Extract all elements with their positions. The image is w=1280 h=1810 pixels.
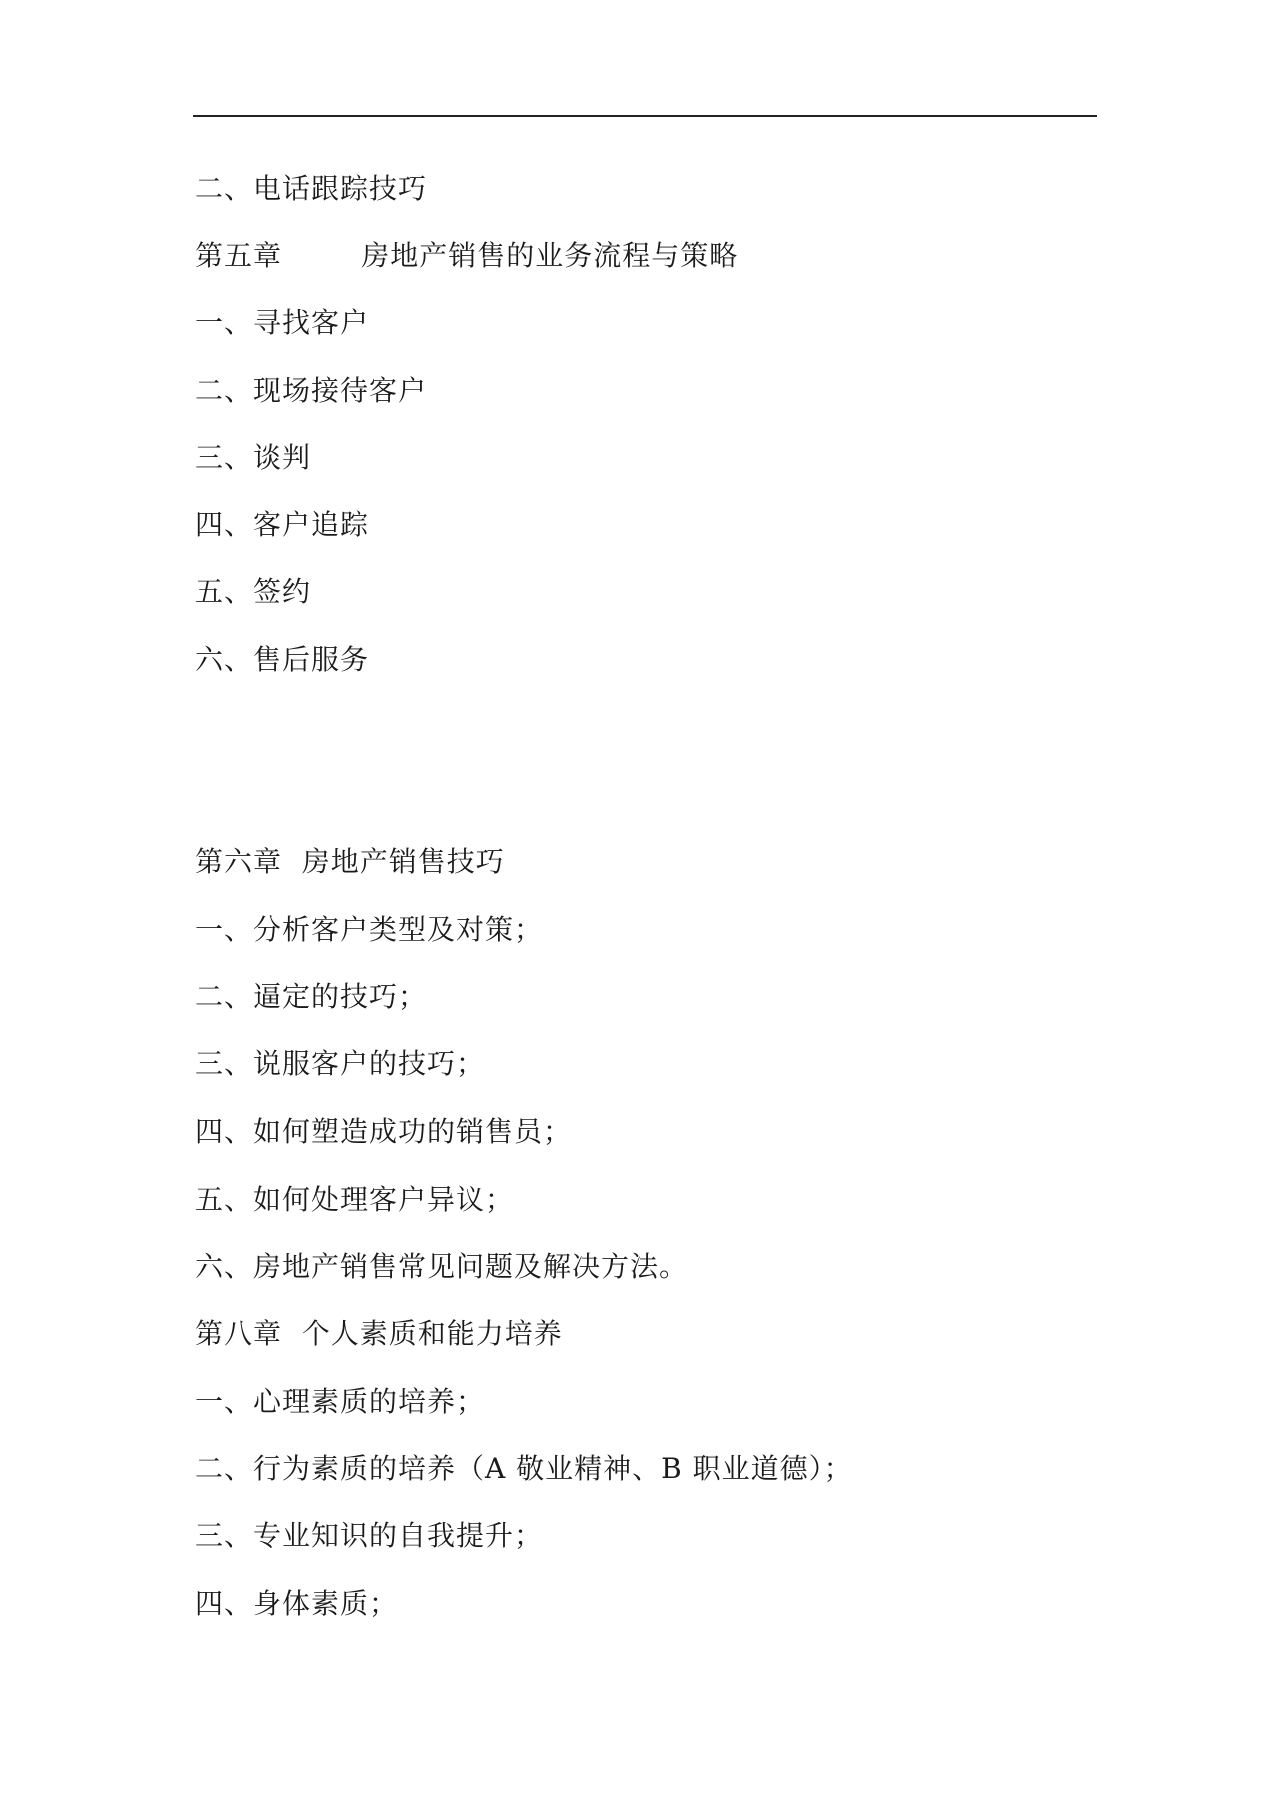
section-item: 四、客户追踪	[195, 508, 370, 541]
section-item: 三、专业知识的自我提升；	[195, 1519, 544, 1552]
section-item: 四、身体素质；	[195, 1587, 399, 1620]
section-item: 二、电话跟踪技巧	[195, 172, 428, 205]
section-item: 四、如何塑造成功的销售员；	[195, 1115, 573, 1148]
chapter-heading: 第五章 房地产销售的业务流程与策略	[195, 239, 739, 272]
section-item: 五、如何处理客户异议；	[195, 1183, 515, 1216]
section-item: 一、寻找客户	[195, 306, 370, 339]
header-rule	[193, 115, 1097, 117]
section-item: 三、说服客户的技巧；	[195, 1047, 486, 1080]
section-item: 二、逼定的技巧；	[195, 980, 428, 1013]
chapter-heading: 第八章 个人素质和能力培养	[195, 1317, 563, 1350]
section-item: 五、签约	[195, 575, 312, 608]
section-item: 六、房地产销售常见问题及解决方法。	[195, 1250, 689, 1283]
section-item: 二、现场接待客户	[195, 374, 428, 407]
section-item: 二、行为素质的培养（A 敬业精神、B 职业道德）；	[195, 1452, 853, 1485]
chapter-heading: 第六章 房地产销售技巧	[195, 845, 505, 878]
section-item: 一、分析客户类型及对策；	[195, 913, 544, 946]
section-item: 一、心理素质的培养；	[195, 1385, 486, 1418]
section-item: 六、售后服务	[195, 643, 370, 676]
section-item: 三、谈判	[195, 441, 312, 474]
